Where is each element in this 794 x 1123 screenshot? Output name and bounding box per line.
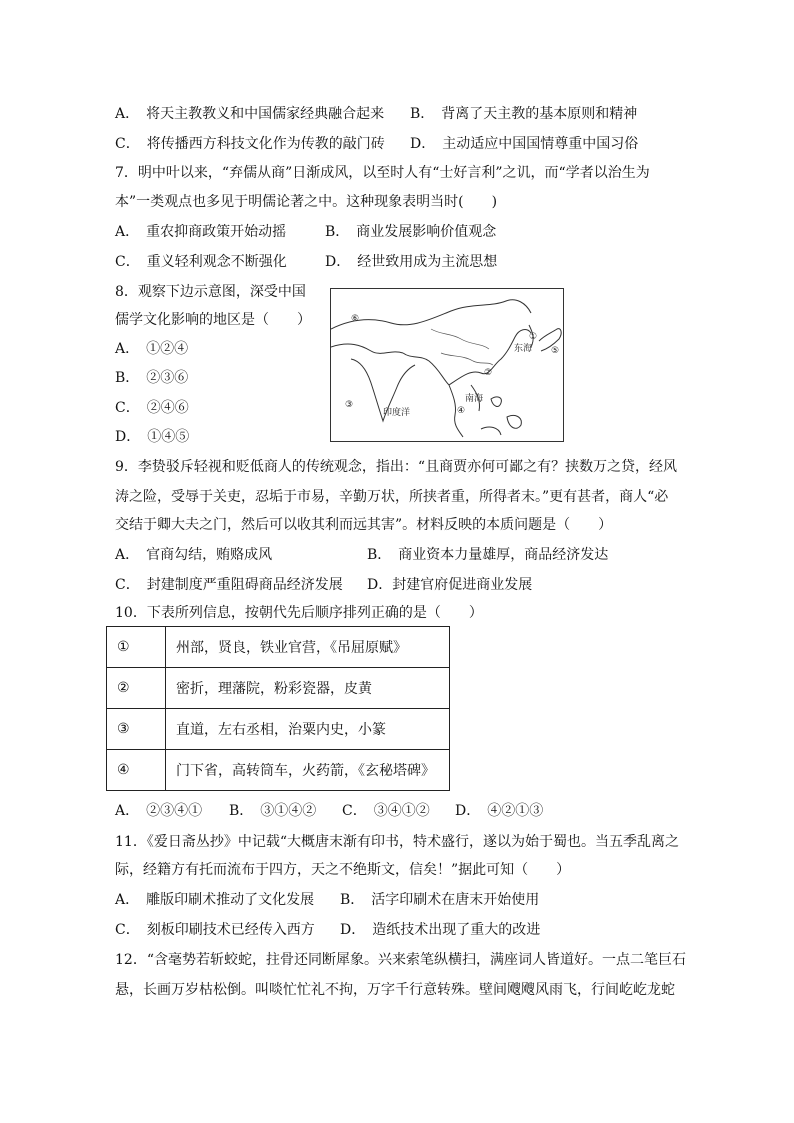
q9-stem-line-2: 涛之险，受辱于关吏，忍垢于市易，辛勤万状，所挟者重，所得者末。”更有甚者，商人“必 [115,489,669,505]
table-cell-num: ② [107,668,166,709]
q8-stem-line-2: 儒学文化影响的地区是（ ） [115,312,311,328]
q9-option-d: D．封建官府促进商业发展 [367,577,533,593]
q9-stem-line-3: 交结于卿大夫之门，然后可以收其利而远其害”。材料反映的本质问题是（ ） [115,517,613,533]
q10-option-d: D． ④②①③ [455,803,544,819]
table-row [107,627,450,668]
map-label-east-sea: 东海 [514,344,533,354]
map-marker-4: ④ [457,406,466,416]
q9-stem-line-1: 9．李贽驳斥轻视和贬低商人的传统观念，指出：“且商贾亦何可鄙之有？挟数万之贷，经风 [115,459,678,475]
table-cell-text: 州部，贤良，铁业官营，《吊屈原赋》 [166,627,450,668]
q7-stem-line-1: 7．明中叶以来，“弃儒从商”日渐成风，以至时人有“士好言利”之讥，而“学者以治生为 [115,165,650,181]
table-cell-text: 门下省，高转筒车，火药箭，《玄秘塔碑》 [166,750,450,791]
q7-option-c: C． 重义轻利观念不断强化 [115,254,287,270]
q7-option-b: B． 商业发展影响价值观念 [325,224,497,240]
q8-option-c: C． ②④⑥ [115,400,189,416]
table-cell-text: 直道，左右丞相，治粟内史，小篆 [166,709,450,750]
q12-stem-line-2: 悬，长画万岁枯松倒。叫啖忙忙礼不拘，万字千行意转殊。壁间飕飕风雨飞，行间屹屹龙蛇 [115,982,675,998]
asia-map [330,288,564,442]
q6-option-d: D． 主动适应中国国情尊重中国习俗 [410,136,639,152]
map-marker-6: ⑥ [351,314,360,324]
q6-option-a: A． 将天主教教义和中国儒家经典融合起来 [115,106,385,122]
q8-option-d: D． ①④⑤ [115,429,190,445]
table-cell-num: ③ [107,709,166,750]
q11-option-b: B． 活字印刷术在唐末开始使用 [340,892,540,908]
table-row [107,750,450,791]
table-cell-num: ① [107,627,166,668]
map-marker-5: ⑤ [551,346,560,356]
table-cell-text: 密折，理藩院，粉彩瓷器，皮黄 [166,668,450,709]
q11-option-c: C． 刻板印刷技术已经传入西方 [115,922,315,938]
map-label-south-sea: 南海 [465,394,484,404]
q10-option-c: C． ③④①② [342,803,430,819]
asia-map-drawing [331,289,563,441]
map-marker-1: ① [529,332,538,342]
table-row [107,668,450,709]
q8-option-b: B． ②③⑥ [115,370,189,386]
q10-option-b: B． ③①④② [229,803,317,819]
q11-stem-line-2: 际，经籍方有托而流布于四方，天之不绝斯文，信矣！”据此可知（ ） [115,862,571,878]
q8-option-a: A． ①②④ [115,341,189,357]
q7-option-a: A． 重农抑商政策开始动摇 [115,224,287,240]
map-marker-3: ③ [345,400,354,410]
q6-option-b: B． 背离了天主教的基本原则和精神 [410,106,638,122]
map-marker-2: ② [484,368,493,378]
table-row [107,709,450,750]
q11-option-a: A． 雕版印刷术推动了文化发展 [115,892,315,908]
q10-table [106,626,450,791]
q6-option-c: C． 将传播西方科技文化作为传教的敲门砖 [115,136,385,152]
map-label-indian-ocean: 印度洋 [383,408,411,418]
q8-stem-line-1: 8．观察下边示意图，深受中国 [115,284,306,300]
q12-stem-line-1: 12．“含毫势若斩蛟蛇，拄骨还同断犀象。兴来索笔纵横扫，满座词人皆道好。一点二笔巨石 [115,952,686,968]
q9-option-c: C． 封建制度严重阻碍商品经济发展 [115,577,343,593]
table-cell-num: ④ [107,750,166,791]
q10-stem: 10．下表所列信息，按朝代先后顺序排列正确的是（ ） [115,605,483,621]
q9-option-b: B． 商业资本力量雄厚，商品经济发达 [367,547,609,563]
q9-option-a: A． 官商勾结，贿赂成风 [115,547,273,563]
q11-option-d: D． 造纸技术出现了重大的改进 [340,922,541,938]
q7-option-d: D． 经世致用成为主流思想 [325,254,498,270]
q10-option-a: A． ②③④① [115,803,203,819]
q7-stem-line-2: 本”一类观点也多见于明儒论著之中。这种现象表明当时( ) [115,194,498,210]
q11-stem-line-1: 11．《爱日斋丛抄》中记载“大概唐末渐有印书，特术盛行，遂以为始于蜀也。当五季乱离之 [115,834,679,850]
